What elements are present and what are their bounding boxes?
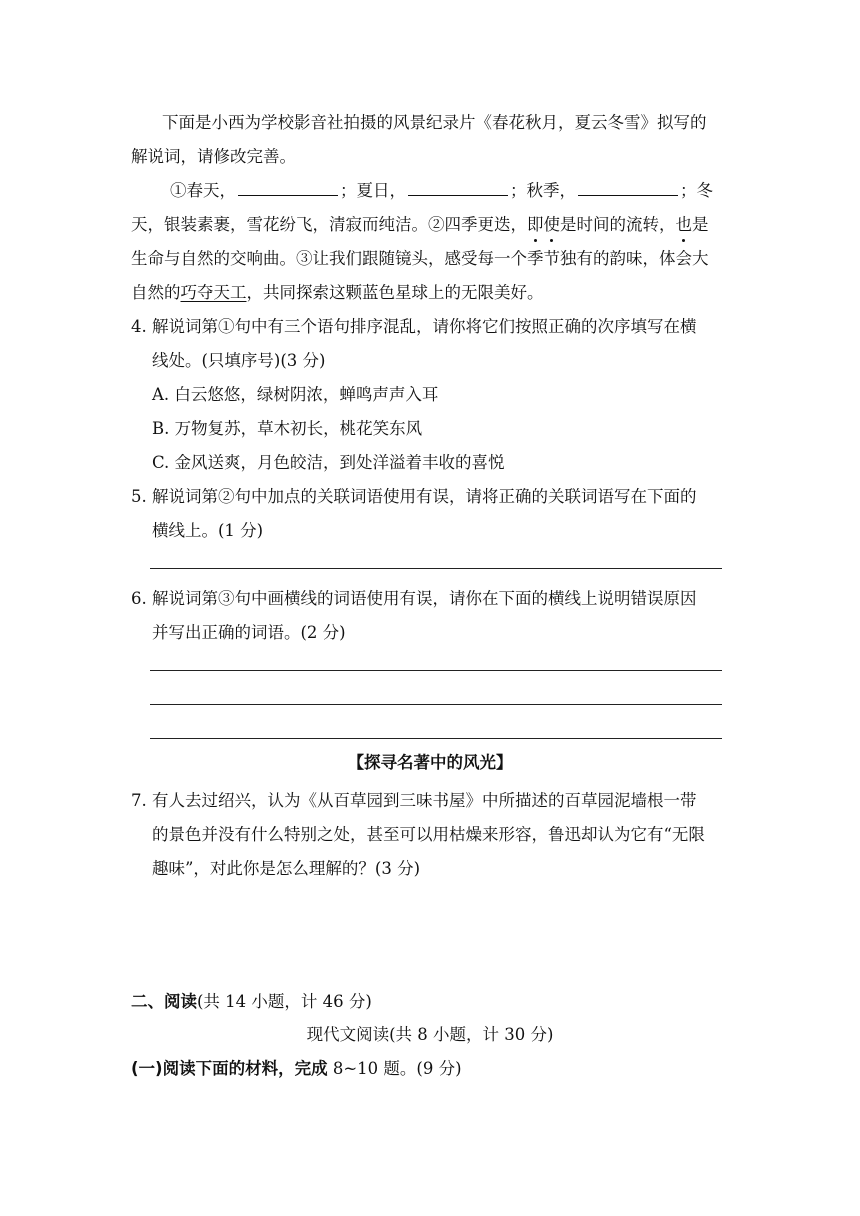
question-5-answer-line[interactable] [150,568,722,569]
question-6-answer-line-2[interactable] [150,704,722,705]
sentence-2-part-b: 是时间的流转， [560,215,676,234]
question-7-line-1: 7. 有人去过绍兴，认为《从百草园到三味书屋》中所描述的百草园泥墙根一带 [131,791,697,810]
question-6-answer-line-3[interactable] [150,738,722,739]
passage-intro-line-1: 下面是小西为学校影音社拍摄的风景纪录片《春花秋月，夏云冬雪》拟写的 [162,113,707,132]
question-7-line-2: 的景色并没有什么特别之处，甚至可以用枯燥来形容，鲁迅却认为它有“无限 [152,825,705,844]
question-4-line-2: 线处。(只填序号)(3 分) [152,351,326,370]
passage-sentence-1 [170,179,713,203]
section-title: 【探寻名著中的风光】 [347,753,513,772]
sentence-1-spring: ①春天， [170,181,236,200]
question-4-line-1: 4. 解说词第①句中有三个语句排序混乱，请你将它们按照正确的次序填写在横 [131,317,697,336]
group-1-instruction [131,1057,462,1081]
part-2-heading-note: (共 14 小题，计 46 分) [197,992,372,1011]
dotted-char-shi: 使 [544,213,561,237]
question-5-line-1: 5. 解说词第②句中加点的关联词语使用有误，请将正确的关联词语写在下面的 [131,487,697,506]
question-4-option-a: A. 白云悠悠，绿树阴浓，蝉鸣声声入耳 [152,385,439,404]
part-2-heading [131,990,372,1014]
question-6-line-1: 6. 解说词第③句中画横线的词语使用有误，请你在下面的横线上说明错误原因 [131,589,697,608]
sentence-1-summer: ；夏日， [340,181,406,200]
question-4-option-b: B. 万物复苏，草木初长，桃花笑东风 [152,419,423,438]
sentence-2-part-a: 天，银装素裹，雪花纷飞，清寂而纯洁。②四季更迭， [131,215,527,234]
question-6-line-2: 并写出正确的词语。(2 分) [152,623,346,642]
part-2-sub-heading: 现代文阅读(共 8 小题，计 30 分) [306,1025,554,1044]
passage-sentence-2 [131,213,709,237]
sentence-1-autumn: ；秋季， [510,181,576,200]
group-1-instruction-bold: (一)阅读下面的材料，完成 [131,1059,328,1078]
passage-sentence-4 [131,281,544,305]
question-5-line-2: 横线上。(1 分) [152,521,264,540]
spring-blank[interactable] [238,181,338,196]
underlined-idiom: 巧夺天工 [180,283,247,302]
group-1-instruction-range: 8~10 题。(9 分) [327,1059,462,1078]
sentence-1-winter: ；冬 [680,181,713,200]
dotted-char-ye: 也 [676,213,693,237]
question-4-option-c: C. 金风送爽，月色皎洁，到处洋溢着丰收的喜悦 [152,453,505,472]
part-2-heading-title: 二、阅读 [131,992,197,1011]
sentence-2-part-c: 是 [692,215,709,234]
question-6-answer-line-1[interactable] [150,670,722,671]
dotted-char-ji: 即 [527,213,544,237]
sentence-4-part-a: 自然的 [131,283,181,302]
passage-intro-line-2: 解说词，请修改完善。 [131,147,296,166]
passage-sentence-3: 生命与自然的交响曲。③让我们跟随镜头，感受每一个季节独有的韵味，体会大 [131,249,709,268]
question-7-line-3: 趣味”，对此你是怎么理解的？(3 分) [152,859,421,878]
sentence-4-part-b: ，共同探索这颗蓝色星球上的无限美好。 [246,283,544,302]
autumn-blank[interactable] [578,181,678,196]
summer-blank[interactable] [408,181,508,196]
